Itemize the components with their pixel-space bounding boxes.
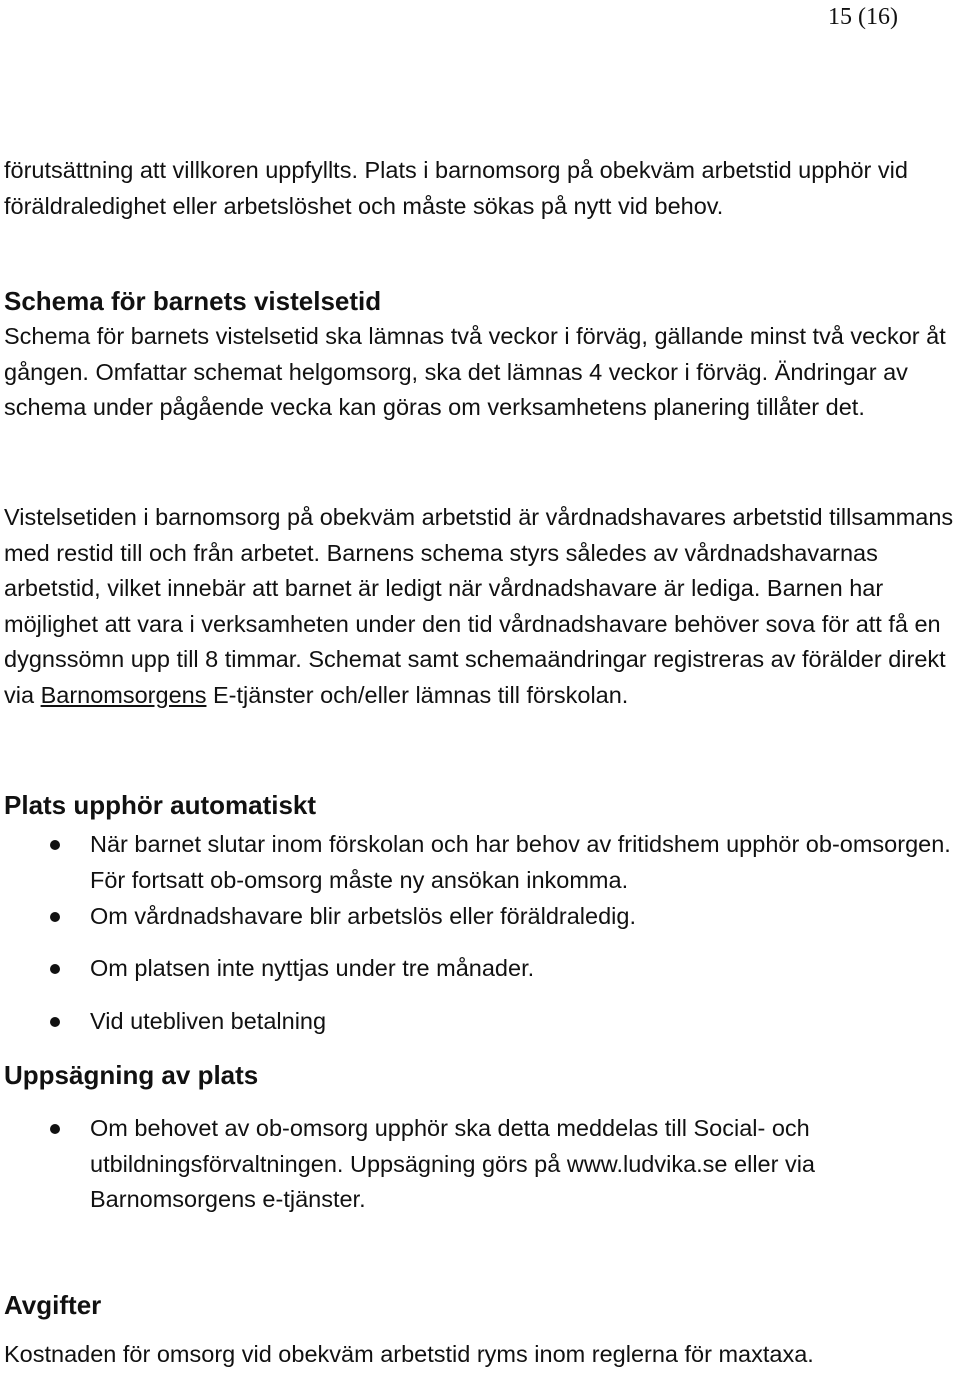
schedule-heading: Schema för barnets vistelsetid (4, 286, 382, 316)
list-item (4, 1004, 956, 1040)
bullet-icon (50, 1124, 60, 1134)
page-number: 15 (16) (828, 4, 898, 30)
list-item-text: Vid utebliven betalning (90, 1008, 327, 1034)
fees-heading: Avgifter (4, 1290, 102, 1320)
list-item-text: Om behovet av ob-omsorg upphör ska detta meddelas till Social- och utbildningsförvaltningen. Uppsägning görs på www.ludvika.se eller via Barnomsorgens e-tjänster. (90, 1115, 816, 1212)
list-item (4, 951, 956, 987)
bullet-icon (50, 964, 60, 974)
stay-paragraph (4, 500, 956, 713)
auto-end-heading: Plats upphör automatiskt (4, 790, 317, 820)
auto-end-list (4, 827, 956, 898)
list-item-text: Om platsen inte nyttjas under tre månader. (90, 955, 535, 981)
stay-paragraph-block (4, 500, 956, 713)
list-item (4, 1111, 956, 1218)
auto-end-list-2 (4, 899, 956, 935)
list-item (4, 899, 956, 935)
fees-paragraph: Kostnaden för omsorg vid obekväm arbetstid ryms inom reglerna för maxtaxa. (4, 1341, 814, 1367)
stay-text-after-link: E-tjänster och/eller lämnas till förskolan. (206, 681, 629, 708)
list-item-text: Om vårdnadshavare blir arbetslös eller föräldraledig. (90, 903, 636, 929)
list-item-text: När barnet slutar inom förskolan och har behov av fritidshem upphör ob-omsorgen. För fortsatt ob-omsorg måste ny ansökan inkomma. (90, 831, 951, 893)
stay-text: Vistelsetiden i barnomsorg på obekväm arbetstid är vårdnadshavares arbetstid tillsammans med restid till och från arbetet. Barnens schema styrs således av vårdnadshavarnas arbetstid, vilket innebär att barnet är ledigt när vårdnadshavare är lediga. Barnen har möjlighet att vara i verksamheten under den tid vårdnadshavare behöver sova för att få en dygnssömn upp till 8 timmar. Schemat samt schemaändringar registreras av förälder direkt via (4, 504, 954, 708)
fees-section (4, 1287, 956, 1373)
bullet-icon (50, 1017, 60, 1027)
auto-end-list-4 (4, 1004, 956, 1040)
list-item (4, 827, 956, 898)
barnomsorgens-link[interactable]: Barnomsorgens (40, 681, 207, 708)
intro-paragraph: förutsättning att villkoren uppfyllts. Plats i barnomsorg på obekväm arbetstid upphör vid föräldraledighet eller arbetslöshet och måste sökas på nytt vid behov. (4, 157, 908, 219)
bullet-icon (50, 912, 60, 922)
termination-heading-block (4, 1057, 956, 1093)
auto-end-heading-block (4, 787, 956, 823)
termination-list (4, 1111, 956, 1218)
bullet-icon (50, 840, 60, 850)
schedule-section (4, 283, 956, 426)
auto-end-list-3 (4, 951, 956, 987)
schedule-paragraph: Schema för barnets vistelsetid ska lämnas två veckor i förväg, gällande minst två veckor åt gången. Omfattar schemat helgomsorg, ska det lämnas 4 veckor i förväg. Ändringar av schema under pågående vecka kan göras om verksamhetens planering tillåter det. (4, 323, 946, 420)
intro-block (4, 153, 956, 224)
termination-heading: Uppsägning av plats (4, 1060, 259, 1090)
